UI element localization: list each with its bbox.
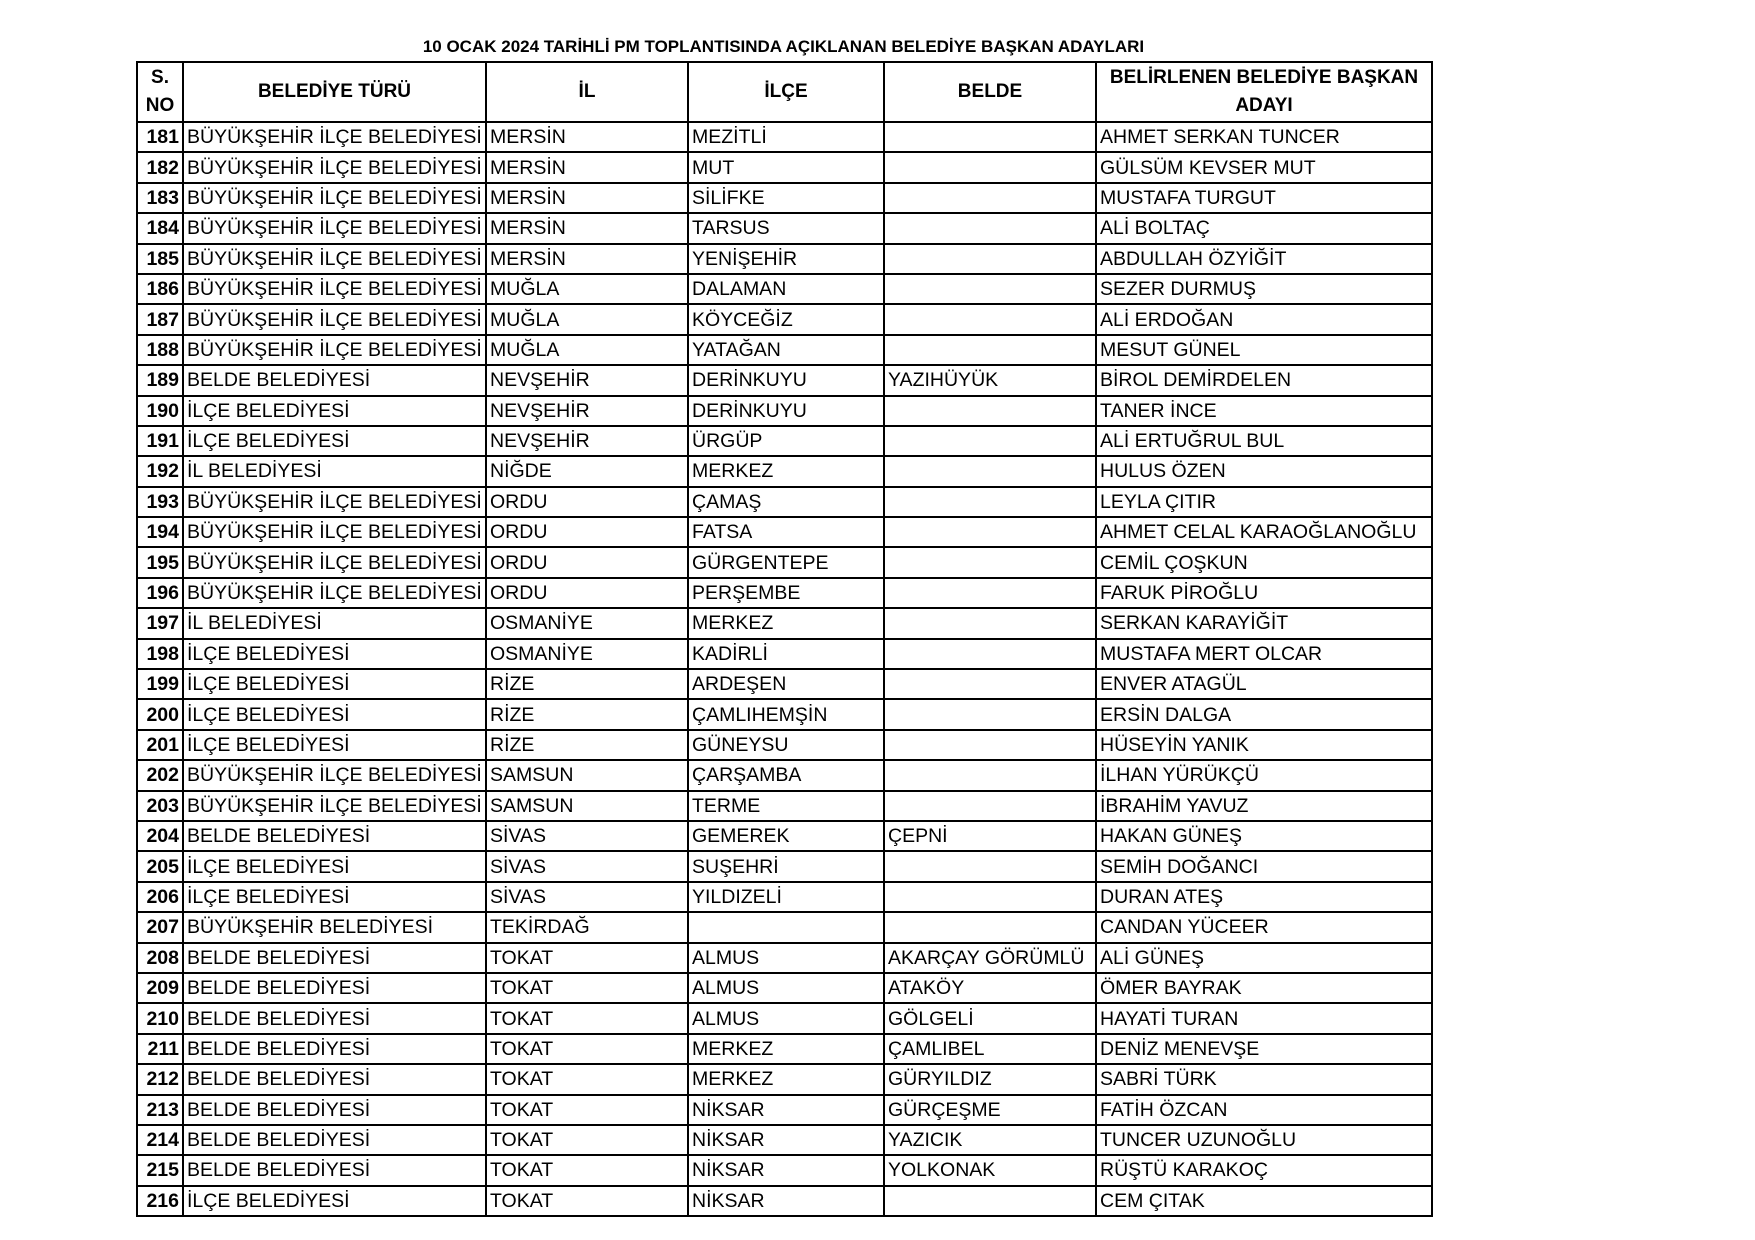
cell-ilce: FATSA — [688, 517, 884, 547]
cell-ilce: MERKEZ — [688, 456, 884, 486]
cell-no: 185 — [137, 244, 183, 274]
cell-il: NEVŞEHİR — [486, 426, 688, 456]
table-row — [137, 274, 1432, 304]
cell-no: 201 — [137, 730, 183, 760]
table-row — [137, 882, 1432, 912]
cell-belde — [884, 699, 1096, 729]
cell-no: 191 — [137, 426, 183, 456]
cell-ilce: SUŞEHRİ — [688, 851, 884, 881]
column-header-no: S. NO — [137, 62, 183, 122]
cell-no: 206 — [137, 882, 183, 912]
cell-no: 193 — [137, 487, 183, 517]
cell-belde: ÇEPNİ — [884, 821, 1096, 851]
cell-no: 196 — [137, 578, 183, 608]
cell-il: SAMSUN — [486, 760, 688, 790]
table-row — [137, 183, 1432, 213]
table-row — [137, 1155, 1432, 1185]
table-row — [137, 487, 1432, 517]
cell-ilce: GÜRGENTEPE — [688, 547, 884, 577]
cell-type: BÜYÜKŞEHİR İLÇE BELEDİYESİ — [183, 244, 486, 274]
cell-type: BÜYÜKŞEHİR İLÇE BELEDİYESİ — [183, 335, 486, 365]
cell-belde — [884, 608, 1096, 638]
table-header-row — [137, 62, 1432, 122]
page-title: 10 OCAK 2024 TARİHLİ PM TOPLANTISINDA AÇIKLANAN BELEDİYE BAŞKAN ADAYLARI — [422, 37, 1145, 56]
cell-no: 216 — [137, 1186, 183, 1216]
cell-type: İLÇE BELEDİYESİ — [183, 699, 486, 729]
cell-ilce: DALAMAN — [688, 274, 884, 304]
cell-il: TOKAT — [486, 973, 688, 1003]
cell-type: BÜYÜKŞEHİR İLÇE BELEDİYESİ — [183, 152, 486, 182]
table-row — [137, 760, 1432, 790]
cell-belde — [884, 639, 1096, 669]
cell-belde: YAZIHÜYÜK — [884, 365, 1096, 395]
cell-belde — [884, 578, 1096, 608]
cell-il: TEKİRDAĞ — [486, 912, 688, 942]
table-row — [137, 547, 1432, 577]
cell-no: 211 — [137, 1034, 183, 1064]
table-row — [137, 152, 1432, 182]
cell-ilce: ARDEŞEN — [688, 669, 884, 699]
cell-no: 210 — [137, 1003, 183, 1033]
table-row — [137, 973, 1432, 1003]
cell-belde: GÖLGELİ — [884, 1003, 1096, 1033]
cell-belde — [884, 730, 1096, 760]
table-row — [137, 1125, 1432, 1155]
table-row — [137, 244, 1432, 274]
cell-ilce: MEZİTLİ — [688, 122, 884, 152]
cell-ilce: NİKSAR — [688, 1186, 884, 1216]
cell-ilce: NİKSAR — [688, 1125, 884, 1155]
cell-belde — [884, 335, 1096, 365]
cell-aday: ALİ BOLTAÇ — [1096, 213, 1432, 243]
cell-ilce: YATAĞAN — [688, 335, 884, 365]
table-row — [137, 578, 1432, 608]
cell-belde — [884, 396, 1096, 426]
table-body — [137, 122, 1432, 1216]
cell-aday: MUSTAFA TURGUT — [1096, 183, 1432, 213]
cell-ilce: PERŞEMBE — [688, 578, 884, 608]
cell-type: BÜYÜKŞEHİR İLÇE BELEDİYESİ — [183, 183, 486, 213]
cell-no: 189 — [137, 365, 183, 395]
column-header-aday: BELİRLENEN BELEDİYE BAŞKAN ADAYI — [1096, 62, 1432, 122]
table-row — [137, 213, 1432, 243]
cell-il: RİZE — [486, 730, 688, 760]
cell-type: BÜYÜKŞEHİR İLÇE BELEDİYESİ — [183, 547, 486, 577]
cell-aday: DENİZ MENEVŞE — [1096, 1034, 1432, 1064]
cell-il: NEVŞEHİR — [486, 365, 688, 395]
cell-aday: TUNCER UZUNOĞLU — [1096, 1125, 1432, 1155]
cell-belde — [884, 517, 1096, 547]
cell-il: MERSİN — [486, 213, 688, 243]
cell-belde: GÜRÇEŞME — [884, 1095, 1096, 1125]
table-row — [137, 730, 1432, 760]
cell-aday: GÜLSÜM KEVSER MUT — [1096, 152, 1432, 182]
cell-type: İLÇE BELEDİYESİ — [183, 426, 486, 456]
cell-type: BELDE BELEDİYESİ — [183, 1155, 486, 1185]
table-row — [137, 669, 1432, 699]
cell-il: MUĞLA — [486, 304, 688, 334]
cell-type: İLÇE BELEDİYESİ — [183, 396, 486, 426]
cell-aday: MUSTAFA MERT OLCAR — [1096, 639, 1432, 669]
cell-ilce: GÜNEYSU — [688, 730, 884, 760]
cell-aday: AHMET CELAL KARAOĞLANOĞLU — [1096, 517, 1432, 547]
cell-type: BELDE BELEDİYESİ — [183, 943, 486, 973]
cell-aday: ENVER ATAGÜL — [1096, 669, 1432, 699]
cell-ilce: ÇAMLIHEMŞİN — [688, 699, 884, 729]
cell-type: BÜYÜKŞEHİR İLÇE BELEDİYESİ — [183, 122, 486, 152]
cell-no: 192 — [137, 456, 183, 486]
cell-aday: LEYLA ÇITIR — [1096, 487, 1432, 517]
cell-type: BELDE BELEDİYESİ — [183, 973, 486, 1003]
cell-no: 204 — [137, 821, 183, 851]
cell-il: TOKAT — [486, 1125, 688, 1155]
cell-aday: ERSİN DALGA — [1096, 699, 1432, 729]
cell-type: BELDE BELEDİYESİ — [183, 821, 486, 851]
cell-type: İL BELEDİYESİ — [183, 456, 486, 486]
cell-type: BELDE BELEDİYESİ — [183, 1125, 486, 1155]
cell-belde: YAZICIK — [884, 1125, 1096, 1155]
cell-no: 197 — [137, 608, 183, 638]
table-row — [137, 1064, 1432, 1094]
cell-il: MERSİN — [486, 244, 688, 274]
cell-il: OSMANİYE — [486, 608, 688, 638]
cell-il: MERSİN — [486, 183, 688, 213]
cell-ilce: SİLİFKE — [688, 183, 884, 213]
cell-il: SİVAS — [486, 851, 688, 881]
cell-ilce: MERKEZ — [688, 608, 884, 638]
cell-il: TOKAT — [486, 1003, 688, 1033]
column-header-type: BELEDİYE TÜRÜ — [183, 62, 486, 122]
cell-belde — [884, 274, 1096, 304]
cell-aday: SABRİ TÜRK — [1096, 1064, 1432, 1094]
cell-type: İLÇE BELEDİYESİ — [183, 882, 486, 912]
cell-ilce: ÇARŞAMBA — [688, 760, 884, 790]
cell-il: ORDU — [486, 578, 688, 608]
cell-type: BELDE BELEDİYESİ — [183, 1095, 486, 1125]
cell-type: BÜYÜKŞEHİR İLÇE BELEDİYESİ — [183, 760, 486, 790]
cell-no: 187 — [137, 304, 183, 334]
cell-ilce: ALMUS — [688, 943, 884, 973]
cell-ilce: YENİŞEHİR — [688, 244, 884, 274]
cell-no: 184 — [137, 213, 183, 243]
cell-no: 182 — [137, 152, 183, 182]
cell-aday: HAKAN GÜNEŞ — [1096, 821, 1432, 851]
cell-ilce: DERİNKUYU — [688, 396, 884, 426]
cell-il: MUĞLA — [486, 274, 688, 304]
table-row — [137, 608, 1432, 638]
cell-no: 207 — [137, 912, 183, 942]
cell-belde — [884, 456, 1096, 486]
table-row — [137, 1186, 1432, 1216]
cell-belde — [884, 122, 1096, 152]
cell-ilce — [688, 912, 884, 942]
cell-no: 198 — [137, 639, 183, 669]
column-header-ilce: İLÇE — [688, 62, 884, 122]
cell-no: 195 — [137, 547, 183, 577]
cell-aday: SEZER DURMUŞ — [1096, 274, 1432, 304]
cell-ilce: TERME — [688, 791, 884, 821]
cell-belde — [884, 547, 1096, 577]
cell-aday: HÜSEYİN YANIK — [1096, 730, 1432, 760]
cell-no: 209 — [137, 973, 183, 1003]
cell-belde — [884, 1186, 1096, 1216]
cell-type: BÜYÜKŞEHİR İLÇE BELEDİYESİ — [183, 578, 486, 608]
cell-aday: BİROL DEMİRDELEN — [1096, 365, 1432, 395]
cell-type: BÜYÜKŞEHİR BELEDİYESİ — [183, 912, 486, 942]
cell-il: TOKAT — [486, 1155, 688, 1185]
cell-no: 194 — [137, 517, 183, 547]
cell-il: NEVŞEHİR — [486, 396, 688, 426]
table-row — [137, 1003, 1432, 1033]
cell-aday: TANER İNCE — [1096, 396, 1432, 426]
table-row — [137, 821, 1432, 851]
cell-il: ORDU — [486, 547, 688, 577]
cell-aday: ÖMER BAYRAK — [1096, 973, 1432, 1003]
cell-ilce: DERİNKUYU — [688, 365, 884, 395]
cell-ilce: ÇAMAŞ — [688, 487, 884, 517]
cell-type: BÜYÜKŞEHİR İLÇE BELEDİYESİ — [183, 517, 486, 547]
cell-aday: CEM ÇITAK — [1096, 1186, 1432, 1216]
cell-type: İLÇE BELEDİYESİ — [183, 669, 486, 699]
cell-type: BÜYÜKŞEHİR İLÇE BELEDİYESİ — [183, 274, 486, 304]
cell-aday: CEMİL ÇOŞKUN — [1096, 547, 1432, 577]
cell-il: SİVAS — [486, 821, 688, 851]
cell-no: 213 — [137, 1095, 183, 1125]
cell-ilce: NİKSAR — [688, 1155, 884, 1185]
cell-type: BELDE BELEDİYESİ — [183, 365, 486, 395]
table-row — [137, 304, 1432, 334]
cell-ilce: TARSUS — [688, 213, 884, 243]
cell-ilce: KÖYCEĞİZ — [688, 304, 884, 334]
table-row — [137, 1034, 1432, 1064]
cell-belde — [884, 882, 1096, 912]
cell-il: SAMSUN — [486, 791, 688, 821]
cell-ilce: MUT — [688, 152, 884, 182]
cell-ilce: NİKSAR — [688, 1095, 884, 1125]
table-row — [137, 517, 1432, 547]
cell-no: 202 — [137, 760, 183, 790]
cell-belde — [884, 487, 1096, 517]
cell-ilce: MERKEZ — [688, 1064, 884, 1094]
cell-belde: ATAKÖY — [884, 973, 1096, 1003]
cell-il: TOKAT — [486, 1034, 688, 1064]
cell-aday: ALİ ERTUĞRUL BUL — [1096, 426, 1432, 456]
cell-il: OSMANİYE — [486, 639, 688, 669]
cell-aday: MESUT GÜNEL — [1096, 335, 1432, 365]
cell-il: ORDU — [486, 487, 688, 517]
cell-ilce: ÜRGÜP — [688, 426, 884, 456]
cell-ilce: YILDIZELİ — [688, 882, 884, 912]
cell-belde: ÇAMLIBEL — [884, 1034, 1096, 1064]
cell-il: MUĞLA — [486, 335, 688, 365]
cell-il: RİZE — [486, 669, 688, 699]
cell-belde — [884, 851, 1096, 881]
cell-no: 212 — [137, 1064, 183, 1094]
cell-no: 190 — [137, 396, 183, 426]
cell-no: 183 — [137, 183, 183, 213]
cell-ilce: ALMUS — [688, 973, 884, 1003]
cell-type: BÜYÜKŞEHİR İLÇE BELEDİYESİ — [183, 304, 486, 334]
cell-aday: DURAN ATEŞ — [1096, 882, 1432, 912]
cell-ilce: MERKEZ — [688, 1034, 884, 1064]
cell-aday: FARUK PİROĞLU — [1096, 578, 1432, 608]
cell-no: 186 — [137, 274, 183, 304]
cell-aday: HAYATİ TURAN — [1096, 1003, 1432, 1033]
cell-il: ORDU — [486, 517, 688, 547]
cell-no: 188 — [137, 335, 183, 365]
table-row — [137, 396, 1432, 426]
cell-no: 203 — [137, 791, 183, 821]
cell-il: TOKAT — [486, 1186, 688, 1216]
cell-belde — [884, 244, 1096, 274]
cell-aday: ABDULLAH ÖZYİĞİT — [1096, 244, 1432, 274]
table-row — [137, 365, 1432, 395]
cell-il: TOKAT — [486, 1064, 688, 1094]
cell-type: İLÇE BELEDİYESİ — [183, 730, 486, 760]
cell-belde — [884, 213, 1096, 243]
cell-type: BÜYÜKŞEHİR İLÇE BELEDİYESİ — [183, 487, 486, 517]
cell-no: 205 — [137, 851, 183, 881]
cell-type: İLÇE BELEDİYESİ — [183, 639, 486, 669]
table-row — [137, 426, 1432, 456]
cell-aday: HULUS ÖZEN — [1096, 456, 1432, 486]
cell-type: İL BELEDİYESİ — [183, 608, 486, 638]
candidates-table — [136, 61, 1433, 1217]
cell-belde — [884, 760, 1096, 790]
cell-il: TOKAT — [486, 943, 688, 973]
cell-ilce: GEMEREK — [688, 821, 884, 851]
cell-type: BELDE BELEDİYESİ — [183, 1064, 486, 1094]
cell-il: RİZE — [486, 699, 688, 729]
cell-belde — [884, 912, 1096, 942]
cell-belde: YOLKONAK — [884, 1155, 1096, 1185]
cell-il: SİVAS — [486, 882, 688, 912]
cell-type: BELDE BELEDİYESİ — [183, 1003, 486, 1033]
cell-aday: RÜŞTÜ KARAKOÇ — [1096, 1155, 1432, 1185]
cell-il: MERSİN — [486, 122, 688, 152]
cell-no: 199 — [137, 669, 183, 699]
cell-belde — [884, 183, 1096, 213]
cell-ilce: ALMUS — [688, 1003, 884, 1033]
column-header-belde: BELDE — [884, 62, 1096, 122]
table-row — [137, 456, 1432, 486]
cell-belde — [884, 152, 1096, 182]
cell-aday: SEMİH DOĞANCI — [1096, 851, 1432, 881]
cell-il: MERSİN — [486, 152, 688, 182]
cell-no: 214 — [137, 1125, 183, 1155]
cell-no: 181 — [137, 122, 183, 152]
table-row — [137, 122, 1432, 152]
cell-aday: ALİ ERDOĞAN — [1096, 304, 1432, 334]
table-row — [137, 791, 1432, 821]
table-row — [137, 639, 1432, 669]
cell-type: BÜYÜKŞEHİR İLÇE BELEDİYESİ — [183, 791, 486, 821]
cell-type: BÜYÜKŞEHİR İLÇE BELEDİYESİ — [183, 213, 486, 243]
cell-type: İLÇE BELEDİYESİ — [183, 1186, 486, 1216]
column-header-il: İL — [486, 62, 688, 122]
cell-il: NİĞDE — [486, 456, 688, 486]
cell-no: 215 — [137, 1155, 183, 1185]
table-row — [137, 1095, 1432, 1125]
cell-type: İLÇE BELEDİYESİ — [183, 851, 486, 881]
cell-ilce: KADİRLİ — [688, 639, 884, 669]
cell-belde: GÜRYILDIZ — [884, 1064, 1096, 1094]
table-row — [137, 851, 1432, 881]
cell-aday: FATİH ÖZCAN — [1096, 1095, 1432, 1125]
cell-no: 208 — [137, 943, 183, 973]
cell-aday: AHMET SERKAN TUNCER — [1096, 122, 1432, 152]
cell-aday: İBRAHİM YAVUZ — [1096, 791, 1432, 821]
cell-aday: CANDAN YÜCEER — [1096, 912, 1432, 942]
cell-belde — [884, 426, 1096, 456]
cell-no: 200 — [137, 699, 183, 729]
cell-belde — [884, 304, 1096, 334]
cell-aday: İLHAN YÜRÜKÇÜ — [1096, 760, 1432, 790]
cell-belde — [884, 791, 1096, 821]
cell-aday: SERKAN KARAYİĞİT — [1096, 608, 1432, 638]
cell-type: BELDE BELEDİYESİ — [183, 1034, 486, 1064]
table-row — [137, 699, 1432, 729]
table-row — [137, 335, 1432, 365]
table-row — [137, 912, 1432, 942]
cell-aday: ALİ GÜNEŞ — [1096, 943, 1432, 973]
cell-il: TOKAT — [486, 1095, 688, 1125]
cell-belde: AKARÇAY GÖRÜMLÜ — [884, 943, 1096, 973]
cell-belde — [884, 669, 1096, 699]
table-row — [137, 943, 1432, 973]
